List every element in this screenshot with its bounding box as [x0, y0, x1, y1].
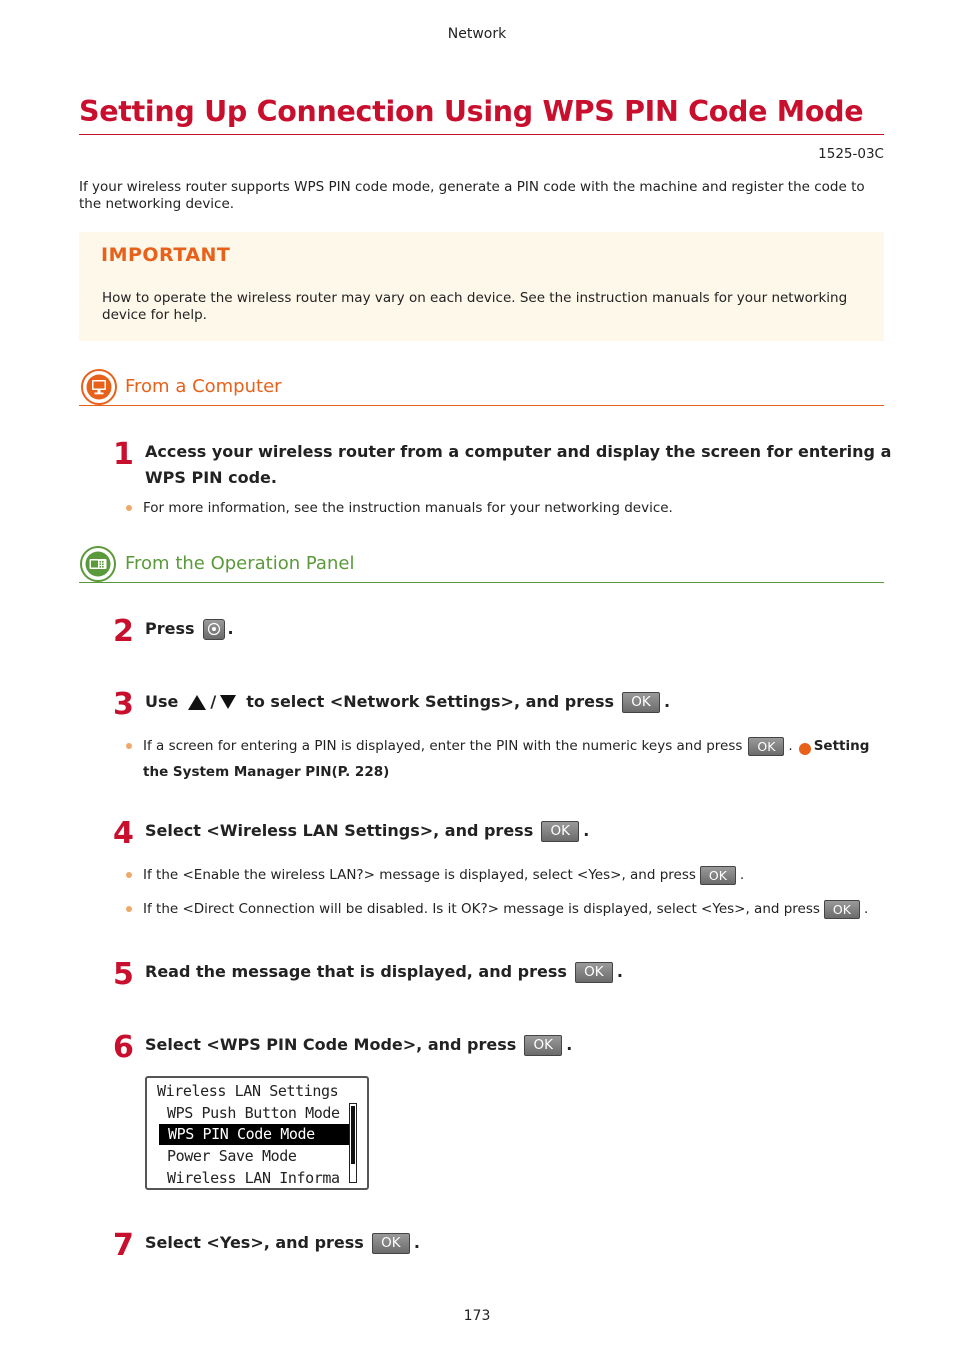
bullet-dot	[126, 505, 132, 511]
step-4-bullet-2-period: .	[863, 901, 869, 917]
ok-key-icon: OK	[524, 1035, 562, 1056]
step-4-period: .	[583, 821, 590, 840]
step-4-bullet-2	[143, 900, 868, 919]
lcd-item: Wireless LAN Informa	[167, 1169, 340, 1187]
important-label: IMPORTANT	[101, 244, 231, 266]
step-1-text-line1: Access your wireless router from a computer and display the screen for entering a	[145, 442, 892, 461]
ok-key-icon: OK	[622, 692, 660, 713]
lcd-title: Wireless LAN Settings	[157, 1082, 339, 1100]
lcd-scrollbar	[349, 1103, 357, 1183]
lcd-item-selected: WPS PIN Code Mode	[159, 1124, 349, 1145]
step-number-5: 5	[113, 957, 134, 992]
step-1-text-line2: WPS PIN code.	[145, 468, 277, 487]
lcd-scrollbar-thumb	[351, 1106, 355, 1164]
step-6-label: Select <WPS PIN Code Mode>, and press	[145, 1035, 517, 1054]
step-number-2: 2	[113, 614, 134, 649]
up-arrow-icon	[188, 695, 206, 710]
step-4-bullet-2-text: If the <Direct Connection will be disabled. Is it OK?> message is displayed, select <Yes>, and press	[143, 901, 820, 917]
important-text: How to operate the wireless router may vary on each device. See the instruction manuals for your networking device for help.	[102, 290, 848, 323]
step-3-label: to select <Network Settings>, and press	[246, 692, 615, 711]
bullet-dot	[126, 906, 132, 912]
step-3-use: Use	[145, 692, 179, 711]
ok-key-icon: OK	[541, 821, 579, 842]
step-7-label: Select <Yes>, and press	[145, 1233, 364, 1252]
step-2-text	[145, 616, 234, 642]
section-rule-computer	[79, 405, 884, 406]
step-3-text	[145, 689, 670, 715]
step-number-4: 4	[113, 816, 134, 851]
ok-key-icon: OK	[575, 962, 613, 983]
step-number-1: 1	[113, 437, 134, 472]
page-title: Setting Up Connection Using WPS PIN Code Mode	[79, 95, 864, 128]
ok-key-icon: OK	[700, 866, 736, 885]
step-7-period: .	[413, 1233, 420, 1252]
ok-key-icon: OK	[748, 737, 784, 756]
step-4-label: Select <Wireless LAN Settings>, and press	[145, 821, 534, 840]
monitor-icon	[81, 369, 117, 405]
bullet-dot	[126, 743, 132, 749]
running-header: Network	[447, 26, 507, 42]
step-1-bullet: For more information, see the instruction manuals for your networking device.	[143, 500, 673, 516]
step-3-period: .	[664, 692, 671, 711]
step-3-slash: /	[210, 692, 217, 711]
step-5-text	[145, 959, 623, 985]
home-key-icon	[203, 619, 225, 640]
step-4-bullet-1	[143, 866, 744, 885]
step-2-period: .	[227, 619, 234, 638]
section-title-computer: From a Computer	[125, 376, 282, 397]
step-number-7: 7	[113, 1228, 134, 1263]
step-6-text	[145, 1032, 572, 1058]
step-6-period: .	[566, 1035, 573, 1054]
step-4-bullet-1-period: .	[739, 867, 745, 883]
step-4-bullet-1-text: If the <Enable the wireless LAN?> message is displayed, select <Yes>, and press	[143, 867, 696, 883]
link-setting-pin-part1[interactable]: Setting	[813, 738, 870, 754]
ok-key-icon: OK	[372, 1233, 410, 1254]
ok-key-icon: OK	[824, 900, 860, 919]
link-setting-pin-part2[interactable]: the System Manager PIN(P. 228)	[143, 764, 390, 780]
step-5-period: .	[616, 962, 623, 981]
section-title-operation-panel: From the Operation Panel	[125, 553, 355, 574]
lcd-screen	[145, 1076, 369, 1190]
step-number-6: 6	[113, 1030, 134, 1065]
down-arrow-icon	[220, 695, 236, 709]
link-arrow-icon	[799, 743, 811, 755]
step-3-bullet	[143, 737, 869, 756]
lcd-item: Power Save Mode	[167, 1147, 297, 1165]
step-2-label: Press	[145, 619, 195, 638]
step-5-label: Read the message that is displayed, and press	[145, 962, 567, 981]
title-underline	[79, 134, 884, 135]
page-number: 173	[463, 1308, 491, 1324]
document-id: 1525-03C	[818, 146, 884, 162]
step-4-text	[145, 818, 589, 844]
bullet-dot	[126, 872, 132, 878]
step-number-3: 3	[113, 687, 134, 722]
lcd-item: WPS Push Button Mode	[167, 1104, 340, 1122]
section-rule-operation-panel	[79, 582, 884, 583]
intro-paragraph: If your wireless router supports WPS PIN code mode, generate a PIN code with the machine and register the code to the networking device.	[79, 179, 865, 212]
step-3-bullet-period: .	[788, 738, 793, 754]
step-3-bullet-text: If a screen for entering a PIN is displayed, enter the PIN with the numeric keys and press	[143, 738, 743, 754]
step-7-text	[145, 1230, 420, 1256]
operation-panel-icon	[80, 546, 116, 582]
